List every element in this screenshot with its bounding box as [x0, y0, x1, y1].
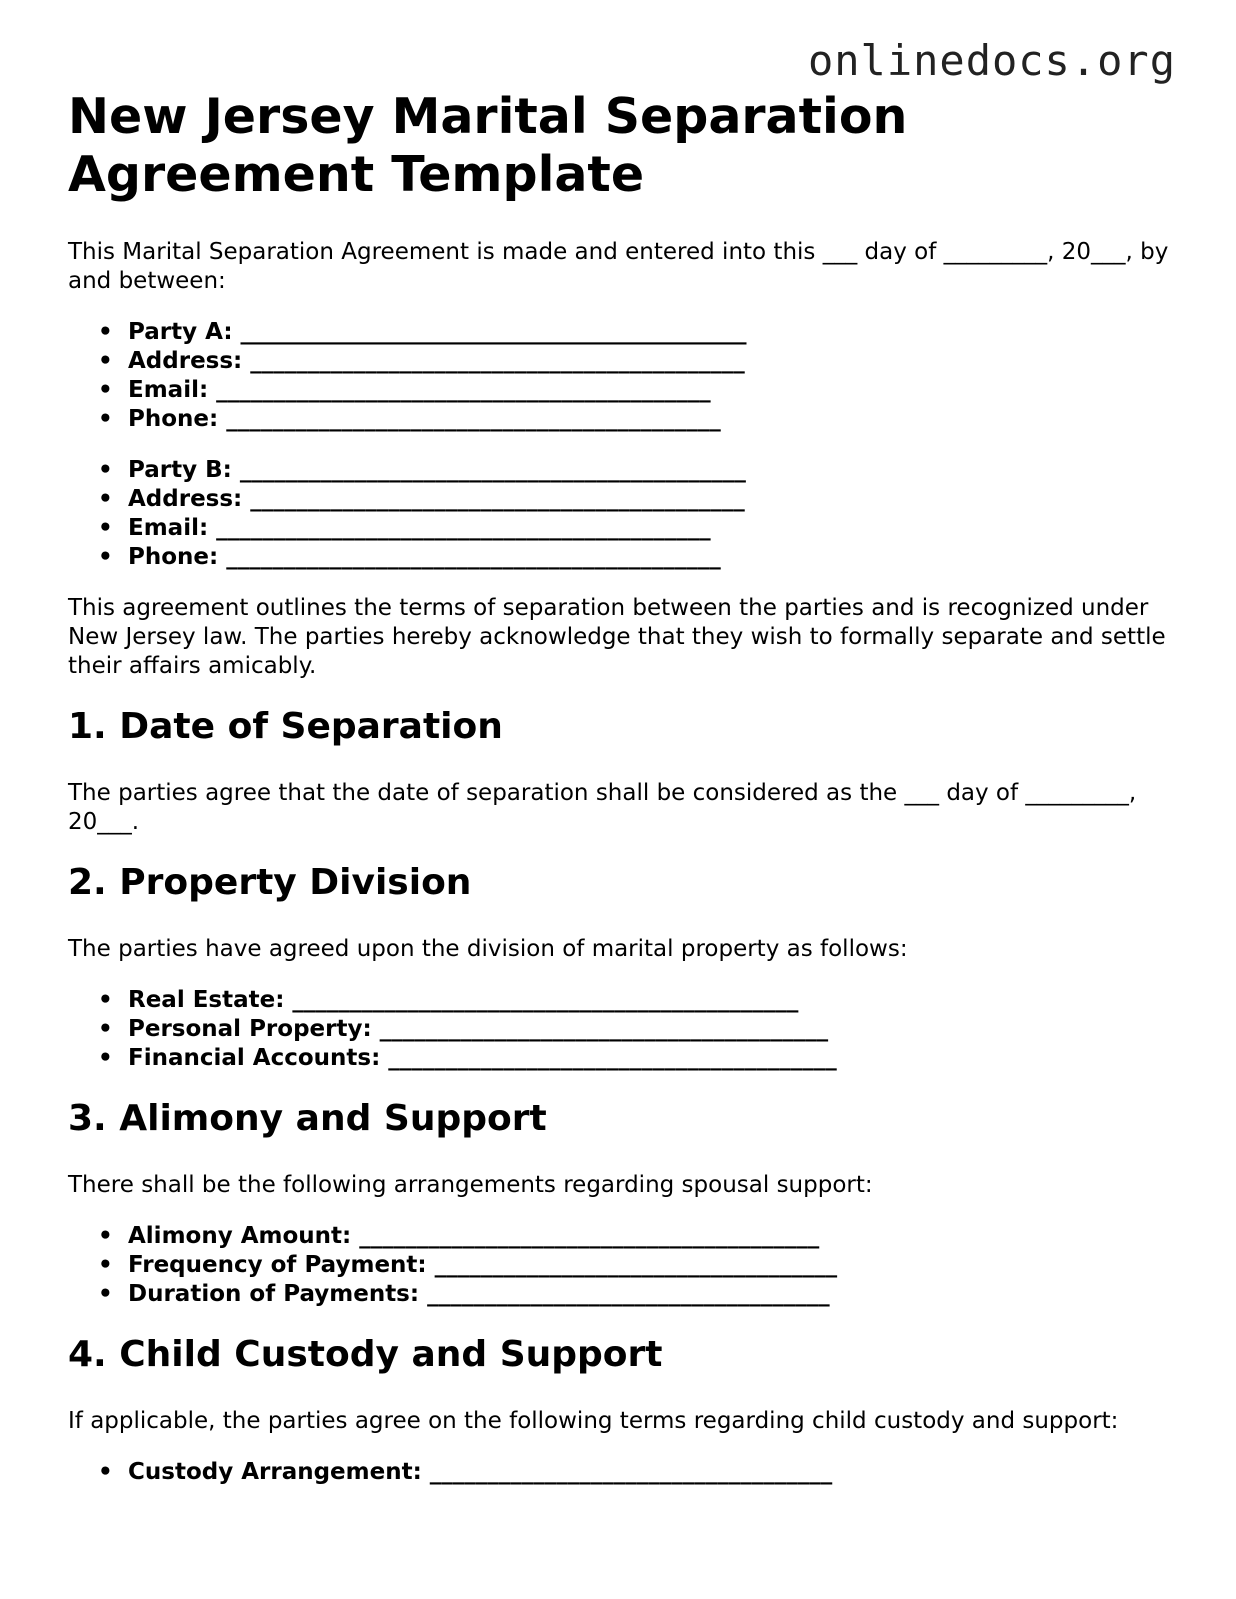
watermark: onlinedocs.org [807, 36, 1176, 85]
party-a-phone-field: • Phone: ___________________________________________ [68, 405, 1178, 434]
party-b-list [68, 456, 1178, 572]
document-title: New Jersey Marital Separation Agreement Template [68, 88, 908, 203]
personal-property-field: • Personal Property: _______________________________________ [68, 1015, 1178, 1044]
party-b-address-field: • Address: ___________________________________________ [68, 485, 1178, 514]
document-body [68, 88, 1178, 1509]
party-b-email-field: • Email: ___________________________________________ [68, 514, 1178, 543]
party-a-address-field: • Address: ___________________________________________ [68, 347, 1178, 376]
section-text-property-division: The parties have agreed upon the division of marital property as follows: [68, 936, 908, 962]
section-text-date-of-separation: The parties agree that the date of separation shall be considered as the ___ day of _________, 20___. [68, 780, 1137, 835]
child-custody-list [68, 1458, 1178, 1487]
custody-arrangement-field: • Custody Arrangement: ___________________________________ [68, 1458, 1178, 1487]
real-estate-field: • Real Estate: ____________________________________________ [68, 986, 1178, 1015]
section-heading-property-division: 2. Property Division [68, 862, 472, 903]
party-b-name-field: • Party B: ____________________________________________ [68, 456, 1178, 485]
party-a-email-field: • Email: ___________________________________________ [68, 376, 1178, 405]
payment-frequency-field: • Frequency of Payment: ___________________________________ [68, 1251, 1178, 1280]
section-heading-alimony-and-support: 3. Alimony and Support [68, 1098, 547, 1139]
purpose-paragraph: This agreement outlines the terms of separation between the parties and is recognized under New Jersey law. The parties hereby acknowledge that they wish to formally separate and settle their affairs amicably. [68, 595, 1166, 679]
party-b-phone-field: • Phone: ___________________________________________ [68, 543, 1178, 572]
financial-accounts-field: • Financial Accounts: _______________________________________ [68, 1044, 1178, 1073]
section-heading-child-custody: 4. Child Custody and Support [68, 1334, 663, 1375]
property-division-list [68, 986, 1178, 1073]
alimony-amount-field: • Alimony Amount: ________________________________________ [68, 1222, 1178, 1251]
section-text-child-custody: If applicable, the parties agree on the following terms regarding child custody and support: [68, 1408, 1119, 1434]
party-a-name-field: • Party A: ____________________________________________ [68, 318, 1178, 347]
section-text-alimony-and-support: There shall be the following arrangements regarding spousal support: [68, 1172, 873, 1198]
alimony-list [68, 1222, 1178, 1309]
payment-duration-field: • Duration of Payments: ___________________________________ [68, 1280, 1178, 1309]
section-heading-date-of-separation: 1. Date of Separation [68, 706, 503, 747]
party-a-list [68, 318, 1178, 434]
intro-paragraph: This Marital Separation Agreement is made and entered into this ___ day of _________, 20___, by and between: [68, 239, 1169, 294]
